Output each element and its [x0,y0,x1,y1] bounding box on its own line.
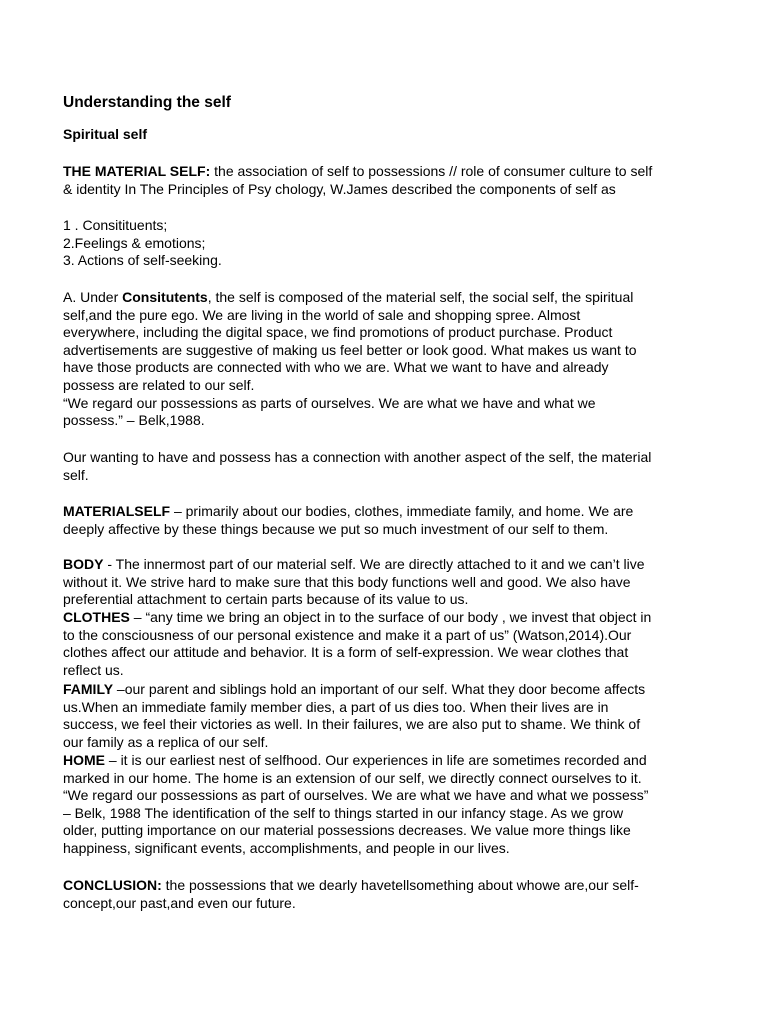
paragraph-line: older, putting importance on our material possessions decreases. We value more things like [63,822,631,839]
family-line-1-text: –our parent and siblings hold an important of our self. What they door become affects [113,681,646,697]
paragraph-line: possess are related to our self. [63,376,255,393]
paragraph-line [63,556,713,574]
paragraph-line: without it. We strive hard to make sure that this body functions well and good. We also have [63,573,631,590]
quote-line: “We regard our possessions as parts of ourselves. We are what we have and what we [63,394,596,411]
family-label: FAMILY [63,681,114,697]
paragraph-line: Our wanting to have and possess has a connection with another aspect of the self, the material [63,449,652,465]
conclusion-label: CONCLUSION: [63,877,162,893]
material-self-intro [63,163,713,198]
intro-line-2: & identity In The Principles of Psy chology, W.James described the components of self as [63,180,616,197]
paragraph-line: to the consciousness of our personal existence and make it a part of us” (Watson,2014).Our [63,626,632,643]
paragraph-line: deeply affective by these things because we put so much investment of our self to them. [63,520,609,537]
materialself-paragraph [63,503,713,538]
paragraph-line: self. [63,466,89,483]
materialself-line-1-text: – primarily about our bodies, clothes, immediate family, and home. We are [170,503,634,519]
paragraph-line: – Belk, 1988 The identification of the self to things started in our infancy stage. As we grow [63,804,624,821]
paragraph-line: have those products are connected with who we are. What we want to have and already [63,359,609,376]
paragraph-line: concept,our past,and even our future. [63,894,296,911]
paragraph-line: us.When an immediate family member dies, a part of us dies too. When their lives are in [63,698,609,715]
constituents-prefix: A. Under [63,289,123,305]
constituents-paragraph [63,289,713,430]
constituents-line-1-text: , the self is composed of the material self, the social self, the spiritual [207,289,634,305]
quote-line: “We regard our possessions as part of ourselves. We are what we have and what we possess” [63,787,649,804]
paragraph-line [63,503,713,521]
section-subtitle: Spiritual self [63,126,148,142]
clothes-line-1-text: – “any time we bring an object in to the surface of our body , we invest that object in [129,609,652,625]
paragraph-line: everywhere, including the digital space, we find promotions of product purchase. Product [63,324,613,341]
list-item: 1 . Consitituents; [63,217,168,233]
paragraph-line: our family as a replica of our self. [63,733,269,750]
body-paragraph [63,556,713,609]
body-line-1-text: - The innermost part of our material self. We are directly attached to it and we can’t live [103,556,645,572]
constituents-label: Consitutents [122,289,208,305]
conclusion-line-1-text: the possessions that we dearly havetellsomething about whowe are,our self- [161,877,639,893]
paragraph-line: clothes affect our attitude and behavior. It is a form of self-expression. We wear clothes that [63,644,629,661]
paragraph-line: marked in our home. The home is an extension of our self, we directly connect ourselves to it. [63,769,642,786]
clothes-label: CLOTHES [63,609,130,625]
conclusion-paragraph [63,877,713,912]
paragraph-line [63,289,713,307]
home-paragraph [63,752,713,858]
paragraph-line [63,877,713,895]
home-line-1-text: – it is our earliest nest of selfhood. Our experiences in life are sometimes recorded and [105,752,647,768]
body-label: BODY [63,556,104,572]
family-paragraph [63,681,713,751]
material-self-label: THE MATERIAL SELF: [63,163,211,179]
list-item: 2.Feelings & emotions; [63,234,206,251]
clothes-paragraph [63,609,713,679]
paragraph-line [63,752,713,770]
quote-line: possess.” – Belk,1988. [63,412,205,429]
paragraph-line: success, we feel their victories as well. In their failures, we are also put to shame. We think of [63,716,641,733]
paragraph-line: happiness, significant events, accomplishments, and people in our lives. [63,839,510,856]
page-title: Understanding the self [63,94,231,111]
connection-paragraph [63,449,713,484]
home-label: HOME [63,752,105,768]
materialself-label: MATERIALSELF [63,503,171,519]
list-item: 3. Actions of self-seeking. [63,252,222,269]
paragraph-line: reflect us. [63,661,124,678]
paragraph-line: self,and the pure ego. We are living in the world of sale and shopping spree. Almost [63,306,581,323]
components-list [63,217,713,270]
paragraph-line [63,609,713,627]
paragraph-line: preferential attachment to certain parts because of its value to us. [63,591,469,608]
intro-line-1 [63,163,713,181]
paragraph-line: advertisements are suggestive of making us feel better or look good. What makes us want to [63,341,637,358]
paragraph-line [63,681,713,699]
intro-line-1-text: the association of self to possessions // role of consumer culture to self [210,163,653,179]
